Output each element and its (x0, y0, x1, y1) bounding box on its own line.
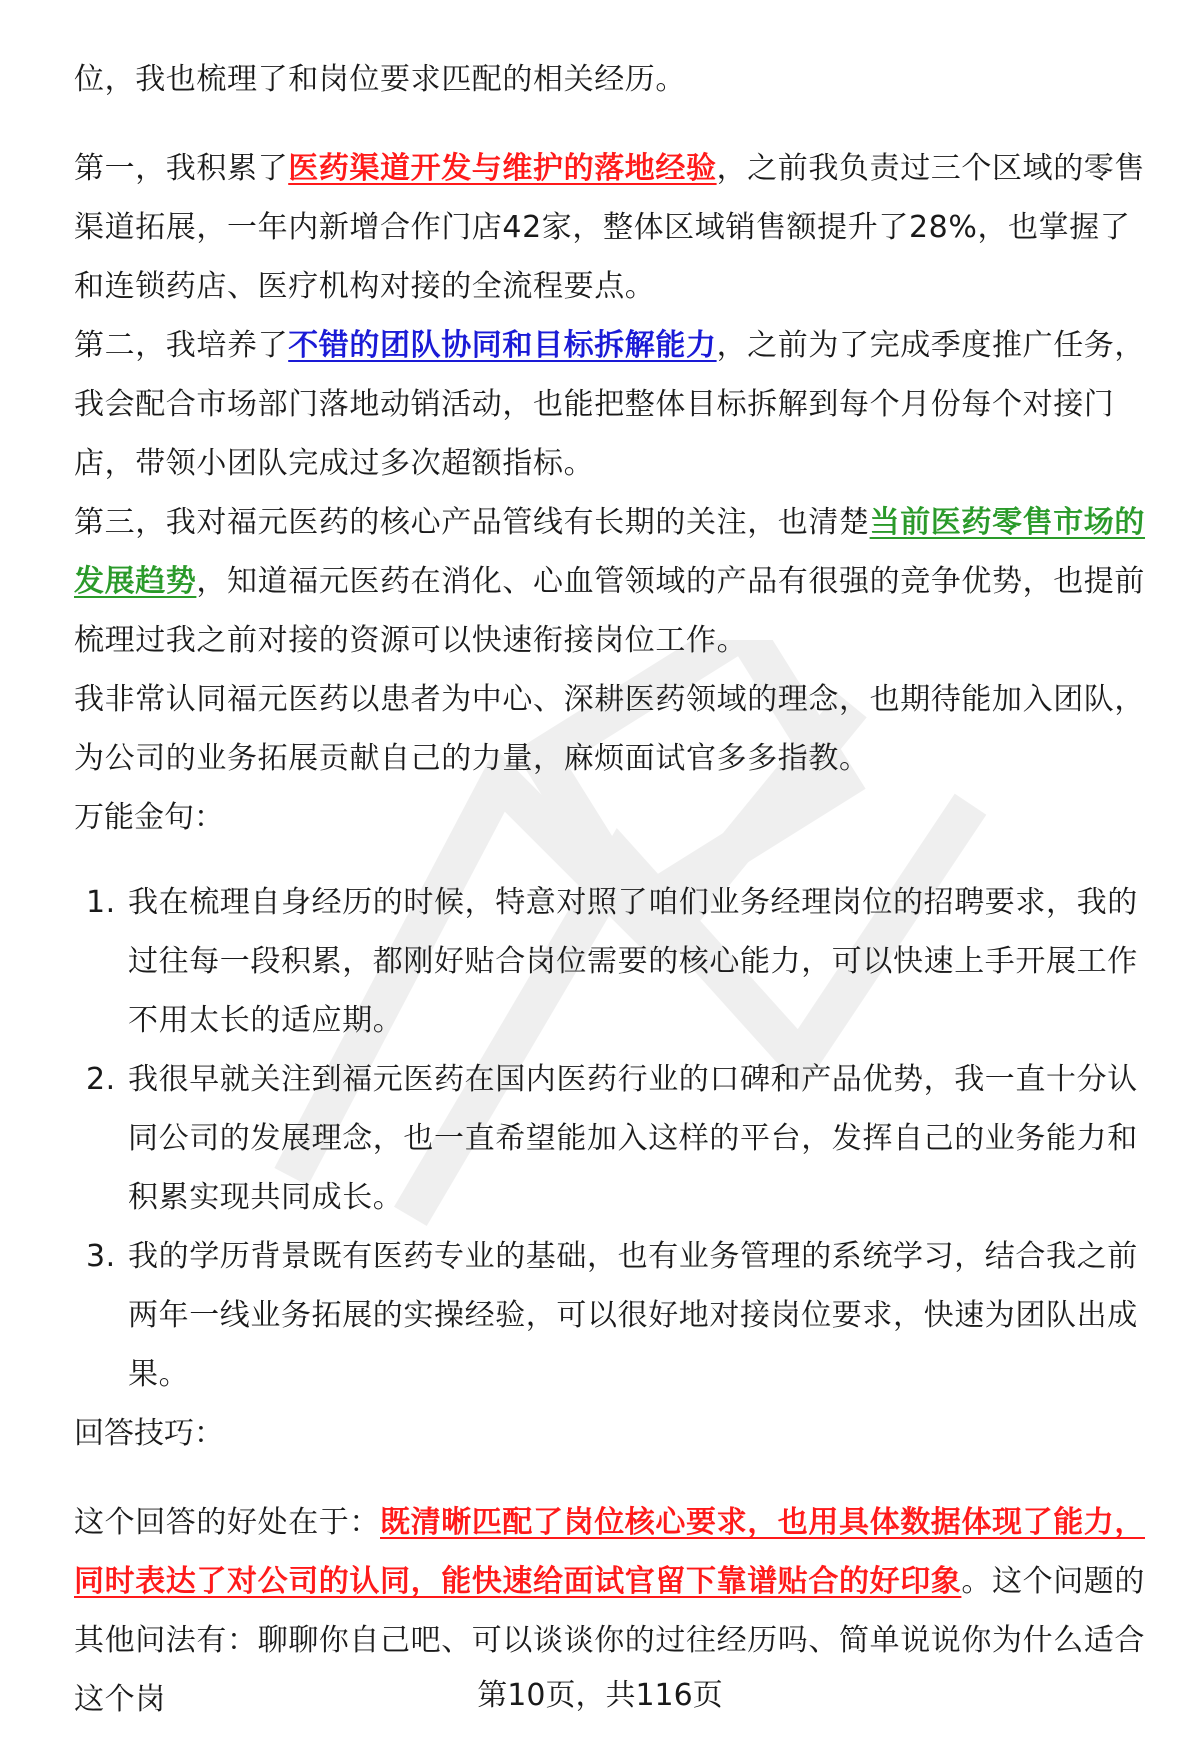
point-three-body: ，知道福元医药在消化、心血管领域的产品有很强的竞争优势，也提前梳理过我之前对接的资源可以快速衔接岗位工作。 (74, 564, 1146, 658)
point-two-paragraph (74, 316, 1154, 493)
point-one-highlight: 医药渠道开发与维护的落地经验 (288, 151, 717, 186)
intro-tail-paragraph: 位，我也梳理了和岗位要求匹配的相关经历。 (74, 62, 686, 97)
tips-highlight: 既清晰匹配了岗位核心要求，也用具体数据体现了能力，同时表达了对公司的认同，能快速给面试官留下靠谱贴合的好印象 (74, 1505, 1145, 1599)
list-item (74, 1227, 1154, 1404)
document-body (74, 50, 1154, 1729)
point-one-paragraph (74, 139, 1154, 316)
list-item-number: 2. (86, 1062, 116, 1097)
point-one-lead: 第一，我积累了 (74, 151, 289, 186)
golden-sentences-list (74, 873, 1154, 1404)
tips-body: 。这个问题的其他问法有：聊聊你自己吧、可以谈谈你的过往经历吗、简单说说你为什么适合这个岗 (74, 1564, 1146, 1717)
point-one-body: ，之前我负责过三个区域的零售渠道拓展，一年内新增合作门店42家，整体区域销售额提升了28%，也掌握了和连锁药店、医疗机构对接的全流程要点。 (74, 151, 1146, 304)
list-item-text: 我很早就关注到福元医药在国内医药行业的口碑和产品优势，我一直十分认同公司的发展理念，也一直希望能加入这样的平台，发挥自己的业务能力和积累实现共同成长。 (128, 1062, 1138, 1215)
point-two-highlight: 不错的团队协同和目标拆解能力 (288, 328, 717, 363)
tips-lead: 这个回答的好处在于： (74, 1505, 380, 1540)
list-item-number: 3. (86, 1239, 116, 1274)
point-three-lead: 第三，我对福元医药的核心产品管线有长期的关注，也清楚 (74, 505, 870, 540)
list-item (74, 873, 1154, 1050)
list-item (74, 1050, 1154, 1227)
list-item-number: 1. (86, 885, 116, 920)
golden-sentences-heading: 万能金句： (74, 800, 224, 835)
point-two-body: ，之前为了完成季度推广任务，我会配合市场部门落地动销活动，也能把整体目标拆解到每个月份每个对接门店，带领小团队完成过多次超额指标。 (74, 328, 1146, 481)
closing-paragraph: 我非常认同福元医药以患者为中心、深耕医药领域的理念，也期待能加入团队，为公司的业务拓展贡献自己的力量，麻烦面试官多多指教。 (74, 682, 1145, 776)
point-two-lead: 第二，我培养了 (74, 328, 289, 363)
list-item-text: 我的学历背景既有医药专业的基础，也有业务管理的系统学习，结合我之前两年一线业务拓展的实操经验，可以很好地对接岗位要求，快速为团队出成果。 (128, 1239, 1138, 1392)
list-item-text: 我在梳理自身经历的时候，特意对照了咱们业务经理岗位的招聘要求，我的过往每一段积累，都刚好贴合岗位需要的核心能力，可以快速上手开展工作不用太长的适应期。 (128, 885, 1138, 1038)
point-three-paragraph (74, 493, 1154, 670)
point-three-highlight: 当前医药零售市场的发展趋势 (74, 505, 1146, 599)
answer-tips-heading: 回答技巧： (74, 1416, 224, 1451)
page-number-footer: 第10页，共116页 (477, 1678, 723, 1713)
